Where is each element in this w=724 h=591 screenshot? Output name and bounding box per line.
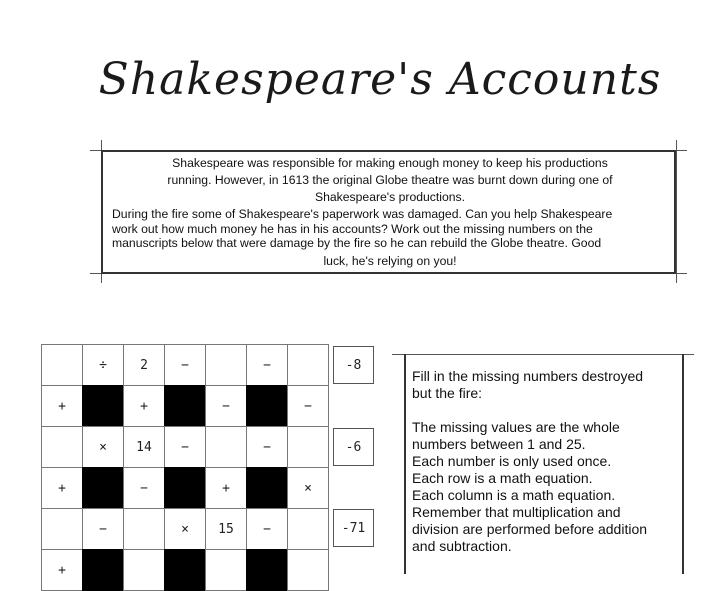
intro-line: Shakespeare was responsible for making enough money to keep his productions: [172, 156, 608, 170]
operator-cell: ÷: [82, 344, 124, 386]
operator-cell: −: [82, 508, 124, 550]
intro-line: luck, he's relying on you!: [323, 254, 457, 268]
operator-cell: ×: [164, 508, 206, 550]
instruction-line: and subtraction.: [412, 538, 512, 554]
instruction-line: Remember that multiplication and: [412, 504, 621, 520]
instruction-line: but the fire:: [412, 385, 483, 401]
missing-number-cell[interactable]: [41, 426, 83, 468]
missing-number-cell[interactable]: [287, 426, 329, 468]
intro-right-tick: [676, 140, 677, 283]
missing-number-cell[interactable]: [123, 508, 165, 550]
intro-line: running. However, in 1613 the original Globe theatre was burnt down during one of: [167, 173, 613, 187]
operator-cell: −: [246, 426, 288, 468]
row-result: -6: [333, 428, 374, 466]
blocked-cell: [246, 549, 288, 591]
puzzle-grid: [41, 344, 334, 578]
operator-cell: +: [205, 467, 247, 509]
operator-cell: −: [164, 344, 206, 386]
missing-number-cell[interactable]: [287, 344, 329, 386]
operator-cell: ×: [287, 467, 329, 509]
page-title: Shakespeare's Accounts: [98, 54, 662, 105]
operator-cell: −: [287, 385, 329, 427]
blocked-cell: [82, 385, 124, 427]
operator-cell: −: [246, 344, 288, 386]
row-result: -71: [333, 509, 374, 547]
missing-number-cell[interactable]: [287, 508, 329, 550]
intro-line: Shakespeare's productions.: [314, 190, 466, 204]
blocked-cell: [164, 385, 206, 427]
missing-number-cell[interactable]: [41, 344, 83, 386]
number-cell: 14: [123, 426, 165, 468]
instruction-line: Each number is only used once.: [412, 453, 612, 469]
instruction-line: Each column is a math equation.: [412, 487, 616, 503]
number-cell: 15: [205, 508, 247, 550]
missing-number-cell[interactable]: [205, 344, 247, 386]
missing-number-cell[interactable]: [205, 549, 247, 591]
number-cell: 2: [123, 344, 165, 386]
instruction-line: The missing values are the whole: [412, 419, 620, 435]
operator-cell: +: [123, 385, 165, 427]
operator-cell: +: [41, 467, 83, 509]
operator-cell: −: [246, 508, 288, 550]
missing-number-cell[interactable]: [287, 549, 329, 591]
operator-cell: +: [41, 549, 83, 591]
missing-number-cell[interactable]: [41, 508, 83, 550]
blocked-cell: [246, 385, 288, 427]
instruction-line: division are performed before addition: [412, 521, 648, 537]
missing-number-cell[interactable]: [123, 549, 165, 591]
instruction-line: numbers between 1 and 25.: [412, 436, 586, 452]
operator-cell: +: [41, 385, 83, 427]
blocked-cell: [246, 467, 288, 509]
operator-cell: ×: [82, 426, 124, 468]
instruction-line: Each row is a math equation.: [412, 470, 593, 486]
blocked-cell: [82, 467, 124, 509]
blocked-cell: [164, 549, 206, 591]
blocked-cell: [164, 467, 206, 509]
row-result: -8: [333, 346, 374, 384]
intro-line: manuscripts below that were damage by the fire so he can rebuild the Globe theatre. Good: [112, 236, 602, 250]
intro-line: work out how much money he has in his accounts? Work out the missing numbers on the: [112, 222, 593, 236]
instruction-line: Fill in the missing numbers destroyed: [412, 368, 644, 384]
intro-line: During the fire some of Shakespeare's paperwork was damaged. Can you help Shakespeare: [112, 207, 613, 221]
operator-cell: −: [164, 426, 206, 468]
operator-cell: −: [123, 467, 165, 509]
operator-cell: −: [205, 385, 247, 427]
blocked-cell: [82, 549, 124, 591]
missing-number-cell[interactable]: [205, 426, 247, 468]
